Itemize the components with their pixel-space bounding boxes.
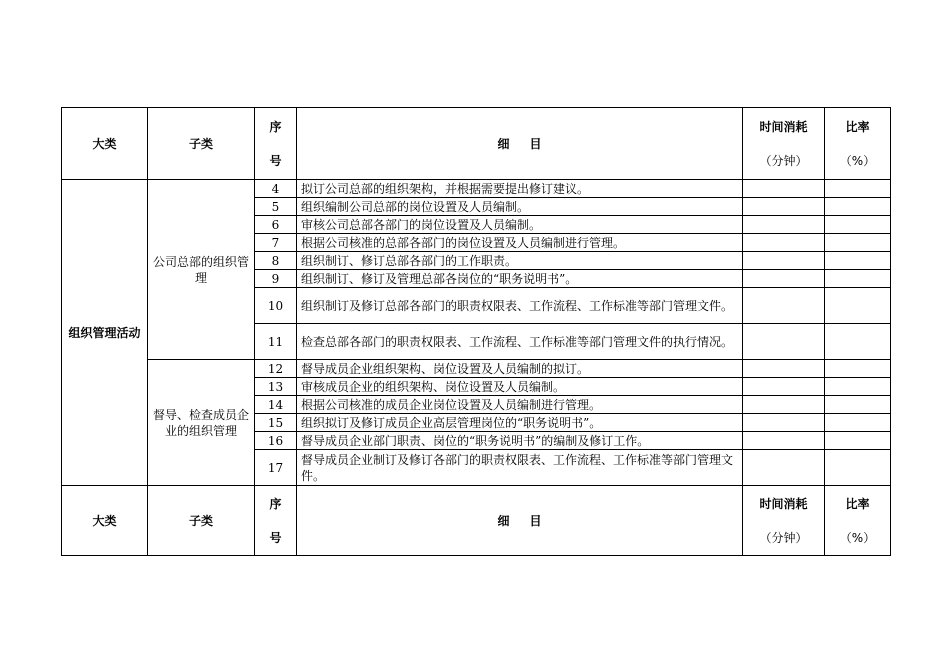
time-cell[interactable] xyxy=(743,378,825,396)
header-subcategory: 子类 xyxy=(148,486,255,556)
detail-cell: 根据公司核准的总部各部门的岗位设置及人员编制进行管理。 xyxy=(297,234,743,252)
header-ratio xyxy=(825,108,891,180)
header-ratio-label: 比率 xyxy=(845,119,870,134)
detail-cell: 检查总部各部门的职责权限表、工作流程、工作标准等部门管理文件的执行情况。 xyxy=(297,324,743,360)
header-seq-line1: 序 xyxy=(269,496,282,511)
detail-cell: 拟订公司总部的组织架构，并根据需要提出修订建议。 xyxy=(297,180,743,198)
time-cell[interactable] xyxy=(743,324,825,360)
header-seq xyxy=(255,108,297,180)
header-time-label: 时间消耗 xyxy=(759,496,808,511)
header-time-unit: （分钟） xyxy=(759,153,808,168)
header-detail xyxy=(297,486,743,556)
ratio-cell[interactable] xyxy=(825,450,891,486)
table-row xyxy=(62,360,891,378)
time-cell[interactable] xyxy=(743,414,825,432)
time-cell[interactable] xyxy=(743,216,825,234)
table-header-top xyxy=(62,108,891,180)
detail-cell: 组织制订及修订总部各部门的职责权限表、工作流程、工作标准等部门管理文件。 xyxy=(297,288,743,324)
header-ratio-unit: （%） xyxy=(839,153,876,168)
ratio-cell[interactable] xyxy=(825,396,891,414)
header-ratio-unit: （%） xyxy=(839,530,876,545)
header-time-unit: （分钟） xyxy=(759,530,808,545)
ratio-cell[interactable] xyxy=(825,378,891,396)
ratio-cell[interactable] xyxy=(825,270,891,288)
time-cell[interactable] xyxy=(743,450,825,486)
seq-cell: 10 xyxy=(255,288,297,324)
header-category: 大类 xyxy=(62,108,148,180)
subcategory-cell: 公司总部的组织管理 xyxy=(148,180,255,360)
detail-cell: 组织制订、修订及管理总部各岗位的“职务说明书”。 xyxy=(297,270,743,288)
header-seq-line1: 序 xyxy=(269,119,282,134)
seq-cell: 17 xyxy=(255,450,297,486)
seq-cell: 15 xyxy=(255,414,297,432)
seq-cell: 16 xyxy=(255,432,297,450)
detail-cell: 组织拟订及修订成员企业高层管理岗位的“职务说明书”。 xyxy=(297,414,743,432)
detail-cell: 组织制订、修订总部各部门的工作职责。 xyxy=(297,252,743,270)
ratio-cell[interactable] xyxy=(825,432,891,450)
header-seq-line2: 号 xyxy=(269,153,282,168)
ratio-cell[interactable] xyxy=(825,414,891,432)
time-cell[interactable] xyxy=(743,180,825,198)
ratio-cell[interactable] xyxy=(825,234,891,252)
table-row xyxy=(62,180,891,198)
header-detail-char2: 目 xyxy=(529,513,542,528)
header-ratio xyxy=(825,486,891,556)
seq-cell: 13 xyxy=(255,378,297,396)
activity-table xyxy=(61,107,891,556)
time-cell[interactable] xyxy=(743,270,825,288)
seq-cell: 11 xyxy=(255,324,297,360)
detail-cell: 审核成员企业的组织架构、岗位设置及人员编制。 xyxy=(297,378,743,396)
time-cell[interactable] xyxy=(743,198,825,216)
detail-cell: 督导成员企业制订及修订各部门的职责权限表、工作流程、工作标准等部门管理文件。 xyxy=(297,450,743,486)
seq-cell: 6 xyxy=(255,216,297,234)
ratio-cell[interactable] xyxy=(825,216,891,234)
time-cell[interactable] xyxy=(743,396,825,414)
header-ratio-label: 比率 xyxy=(845,496,870,511)
header-detail-char2: 目 xyxy=(529,136,542,151)
seq-cell: 12 xyxy=(255,360,297,378)
ratio-cell[interactable] xyxy=(825,252,891,270)
detail-cell: 督导成员企业部门职责、岗位的“职务说明书”的编制及修订工作。 xyxy=(297,432,743,450)
header-detail-char1: 细 xyxy=(497,513,510,528)
header-time-label: 时间消耗 xyxy=(759,119,808,134)
seq-cell: 5 xyxy=(255,198,297,216)
ratio-cell[interactable] xyxy=(825,198,891,216)
ratio-cell[interactable] xyxy=(825,324,891,360)
header-seq-line2: 号 xyxy=(269,530,282,545)
seq-cell: 9 xyxy=(255,270,297,288)
time-cell[interactable] xyxy=(743,360,825,378)
ratio-cell[interactable] xyxy=(825,360,891,378)
ratio-cell[interactable] xyxy=(825,180,891,198)
seq-cell: 4 xyxy=(255,180,297,198)
detail-cell: 组织编制公司总部的岗位设置及人员编制。 xyxy=(297,198,743,216)
seq-cell: 8 xyxy=(255,252,297,270)
header-time xyxy=(743,486,825,556)
seq-cell: 14 xyxy=(255,396,297,414)
header-subcategory: 子类 xyxy=(148,108,255,180)
header-category: 大类 xyxy=(62,486,148,556)
time-cell[interactable] xyxy=(743,234,825,252)
time-cell[interactable] xyxy=(743,288,825,324)
time-cell[interactable] xyxy=(743,252,825,270)
table-header-bottom xyxy=(62,486,891,556)
detail-cell: 根据公司核准的成员企业岗位设置及人员编制进行管理。 xyxy=(297,396,743,414)
detail-cell: 督导成员企业组织架构、岗位设置及人员编制的拟订。 xyxy=(297,360,743,378)
subcategory-cell: 督导、检查成员企业的组织管理 xyxy=(148,360,255,486)
ratio-cell[interactable] xyxy=(825,288,891,324)
detail-cell: 审核公司总部各部门的岗位设置及人员编制。 xyxy=(297,216,743,234)
header-seq xyxy=(255,486,297,556)
header-detail xyxy=(297,108,743,180)
header-time xyxy=(743,108,825,180)
time-cell[interactable] xyxy=(743,432,825,450)
seq-cell: 7 xyxy=(255,234,297,252)
header-detail-char1: 细 xyxy=(497,136,510,151)
category-cell: 组织管理活动 xyxy=(62,180,148,486)
